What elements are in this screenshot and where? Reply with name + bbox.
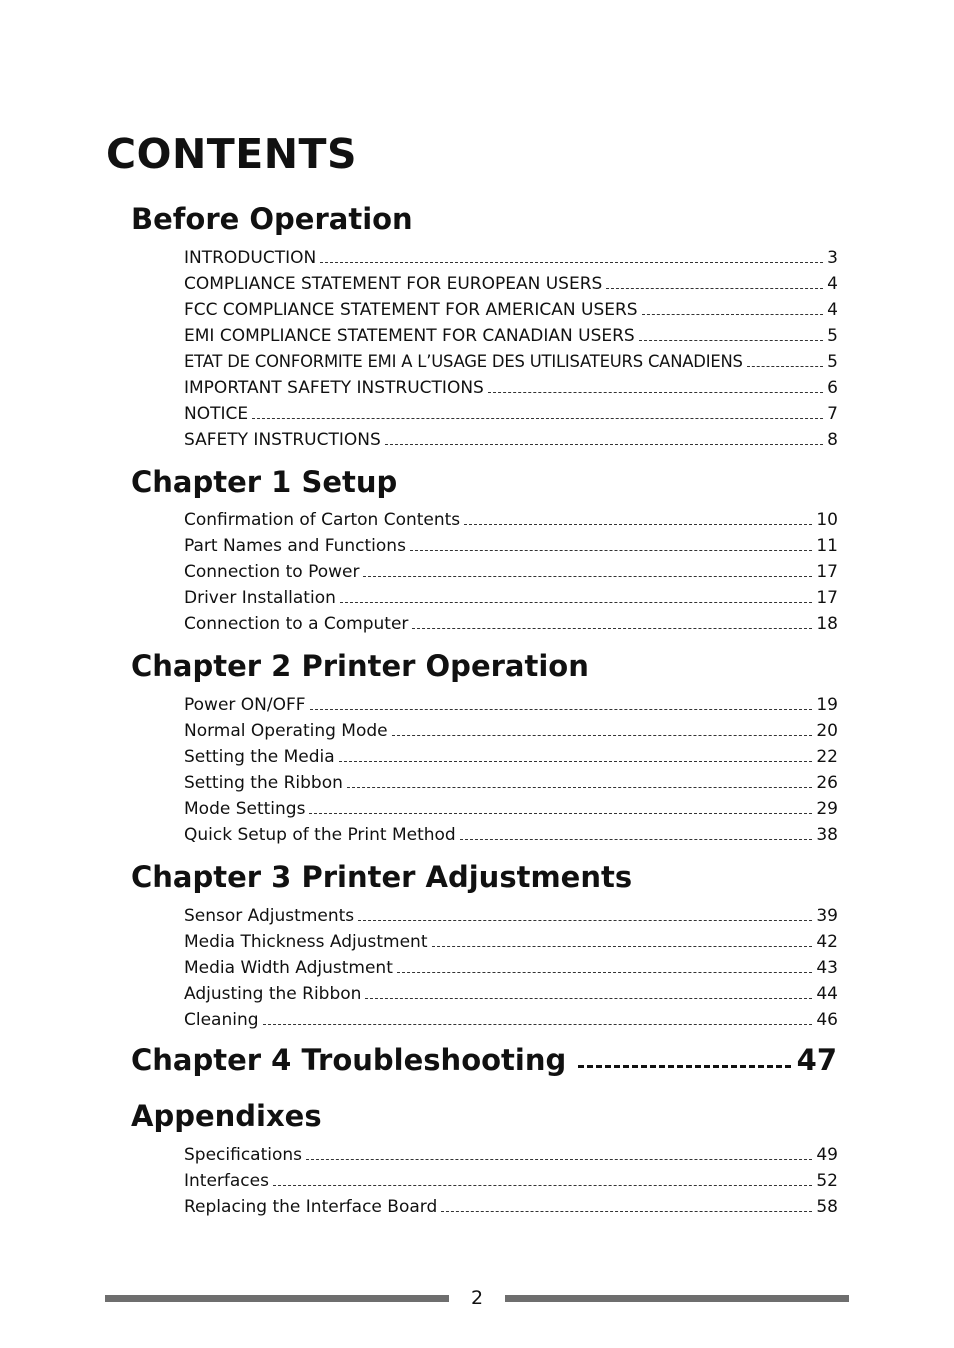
leader-dots xyxy=(432,946,813,947)
toc-entry-page: 17 xyxy=(816,588,838,608)
toc-entry[interactable] xyxy=(184,245,838,271)
toc-entry[interactable] xyxy=(184,507,838,533)
leader-dots xyxy=(385,444,823,445)
leader-dots xyxy=(306,1159,812,1160)
toc-entry[interactable] xyxy=(184,955,838,981)
toc-list-appendixes xyxy=(184,1142,838,1220)
toc-entry[interactable] xyxy=(184,770,838,796)
toc-entry-page: 5 xyxy=(827,352,838,372)
leader-dots xyxy=(464,524,812,525)
toc-entry-page: 4 xyxy=(827,300,838,320)
toc-entry-page: 39 xyxy=(816,906,838,926)
section-heading-chapter-1: Chapter 1 Setup xyxy=(131,465,398,499)
toc-entry[interactable] xyxy=(184,533,838,559)
toc-entry-label: Connection to Power xyxy=(184,562,360,582)
section-heading-chapter-4: Chapter 4 Troubleshooting xyxy=(131,1043,567,1077)
toc-entry-label: Media Width Adjustment xyxy=(184,958,393,978)
toc-entry-page: 5 xyxy=(827,326,838,346)
toc-entry[interactable] xyxy=(184,271,838,297)
leader-dots xyxy=(309,813,812,814)
toc-entry-page: 42 xyxy=(816,932,838,952)
leader-dots xyxy=(310,709,813,710)
toc-entry-page: 46 xyxy=(816,1010,838,1030)
footer-bar-right xyxy=(505,1295,849,1302)
toc-entry-label: Confirmation of Carton Contents xyxy=(184,510,461,530)
toc-entry-page: 49 xyxy=(816,1145,838,1165)
toc-entry[interactable] xyxy=(184,559,838,585)
toc-entry[interactable] xyxy=(184,796,838,822)
toc-entry-label: EMI COMPLIANCE STATEMENT FOR CANADIAN USERS xyxy=(184,326,635,346)
leader-dots xyxy=(340,602,812,603)
toc-entry-page: 10 xyxy=(816,510,838,530)
toc-entry[interactable] xyxy=(184,692,838,718)
toc-entry-page: 58 xyxy=(816,1197,838,1217)
toc-entry-page: 18 xyxy=(816,614,838,634)
leader-dots xyxy=(273,1185,812,1186)
toc-entry-page: 17 xyxy=(816,562,838,582)
toc-entry-label: Specifications xyxy=(184,1145,303,1165)
toc-entry[interactable] xyxy=(184,375,838,401)
toc-entry-chapter-4[interactable] xyxy=(131,1043,837,1077)
toc-entry[interactable] xyxy=(184,903,838,929)
toc-entry-label: Driver Installation xyxy=(184,588,336,608)
toc-entry[interactable] xyxy=(184,349,838,375)
toc-entry-label: Mode Settings xyxy=(184,799,306,819)
toc-entry-page: 52 xyxy=(816,1171,838,1191)
toc-entry-label: Adjusting the Ribbon xyxy=(184,984,362,1004)
leader-dots xyxy=(412,628,812,629)
toc-entry-label: Part Names and Functions xyxy=(184,536,406,556)
toc-entry[interactable] xyxy=(184,1168,838,1194)
toc-entry[interactable] xyxy=(184,585,838,611)
toc-list-chapter-1 xyxy=(184,507,838,637)
leader-dots xyxy=(358,920,812,921)
toc-entry-label: Replacing the Interface Board xyxy=(184,1197,438,1217)
section-heading-chapter-3: Chapter 3 Printer Adjustments xyxy=(131,860,633,894)
leader-dots xyxy=(363,576,812,577)
toc-entry[interactable] xyxy=(184,427,838,453)
toc-list-chapter-2 xyxy=(184,692,838,848)
leader-dots xyxy=(320,262,823,263)
footer-bar-left xyxy=(105,1295,449,1302)
leader-dots xyxy=(347,787,812,788)
toc-entry[interactable] xyxy=(184,1007,838,1033)
leader-dots xyxy=(263,1024,813,1025)
toc-entry-label: Normal Operating Mode xyxy=(184,721,388,741)
page-title: CONTENTS xyxy=(106,130,358,178)
leader-dots xyxy=(460,839,813,840)
leader-dots xyxy=(252,418,823,419)
toc-entry-page: 11 xyxy=(816,536,838,556)
toc-entry-label: COMPLIANCE STATEMENT FOR EUROPEAN USERS xyxy=(184,274,603,294)
toc-entry[interactable] xyxy=(184,323,838,349)
toc-entry[interactable] xyxy=(184,822,838,848)
toc-entry-page: 22 xyxy=(816,747,838,767)
leader-dots xyxy=(488,392,823,393)
leader-dots xyxy=(441,1211,812,1212)
section-heading-chapter-2: Chapter 2 Printer Operation xyxy=(131,649,589,683)
toc-entry-label: IMPORTANT SAFETY INSTRUCTIONS xyxy=(184,378,484,398)
leader-dots xyxy=(606,288,823,289)
toc-entry-page: 7 xyxy=(827,404,838,424)
toc-entry-label: INTRODUCTION xyxy=(184,248,317,268)
toc-entry-page: 3 xyxy=(827,248,838,268)
toc-entry-page: 6 xyxy=(827,378,838,398)
toc-entry-label: Sensor Adjustments xyxy=(184,906,355,926)
toc-entry-label: Quick Setup of the Print Method xyxy=(184,825,456,845)
toc-entry-page: 47 xyxy=(796,1043,837,1077)
section-heading-appendixes: Appendixes xyxy=(131,1099,322,1133)
toc-entry-page: 38 xyxy=(816,825,838,845)
toc-entry[interactable] xyxy=(184,297,838,323)
toc-entry[interactable] xyxy=(184,401,838,427)
leader-dots xyxy=(339,761,813,762)
toc-entry-page: 19 xyxy=(816,695,838,715)
toc-list-chapter-3 xyxy=(184,903,838,1033)
toc-entry[interactable] xyxy=(184,1142,838,1168)
toc-entry-label: FCC COMPLIANCE STATEMENT FOR AMERICAN USERS xyxy=(184,300,638,320)
toc-entry-page: 8 xyxy=(827,430,838,450)
toc-entry[interactable] xyxy=(184,611,838,637)
toc-entry-page: 20 xyxy=(816,721,838,741)
toc-entry-label: NOTICE xyxy=(184,404,249,424)
toc-entry-label: Media Thickness Adjustment xyxy=(184,932,428,952)
toc-entry[interactable] xyxy=(184,1194,838,1220)
toc-entry[interactable] xyxy=(184,929,838,955)
toc-entry-page: 29 xyxy=(816,799,838,819)
leader-dots xyxy=(747,366,823,367)
section-heading-before-operation: Before Operation xyxy=(131,202,413,236)
toc-entry-page: 44 xyxy=(816,984,838,1004)
toc-entry[interactable] xyxy=(184,718,838,744)
toc-entry-label: Setting the Media xyxy=(184,747,335,767)
leader-dots xyxy=(642,314,824,315)
toc-entry-page: 26 xyxy=(816,773,838,793)
page-number: 2 xyxy=(470,1287,484,1309)
toc-entry-label: Setting the Ribbon xyxy=(184,773,343,793)
toc-entry-label: Interfaces xyxy=(184,1171,269,1191)
leader-dots xyxy=(365,998,812,999)
toc-entry-page: 43 xyxy=(816,958,838,978)
toc-entry-page: 4 xyxy=(827,274,838,294)
toc-entry[interactable] xyxy=(184,744,838,770)
toc-list-before-operation xyxy=(184,245,838,453)
leader-dots xyxy=(578,1065,790,1068)
toc-entry-label: SAFETY INSTRUCTIONS xyxy=(184,430,381,450)
leader-dots xyxy=(410,550,812,551)
leader-dots xyxy=(392,735,813,736)
leader-dots xyxy=(639,340,823,341)
toc-entry[interactable] xyxy=(184,981,838,1007)
toc-entry-label: Connection to a Computer xyxy=(184,614,409,634)
toc-entry-label: ETAT DE CONFORMITE EMI A L’USAGE DES UTILISATEURS CANADIENS xyxy=(184,352,743,371)
toc-entry-label: Power ON/OFF xyxy=(184,695,306,715)
toc-entry-label: Cleaning xyxy=(184,1010,259,1030)
leader-dots xyxy=(397,972,813,973)
